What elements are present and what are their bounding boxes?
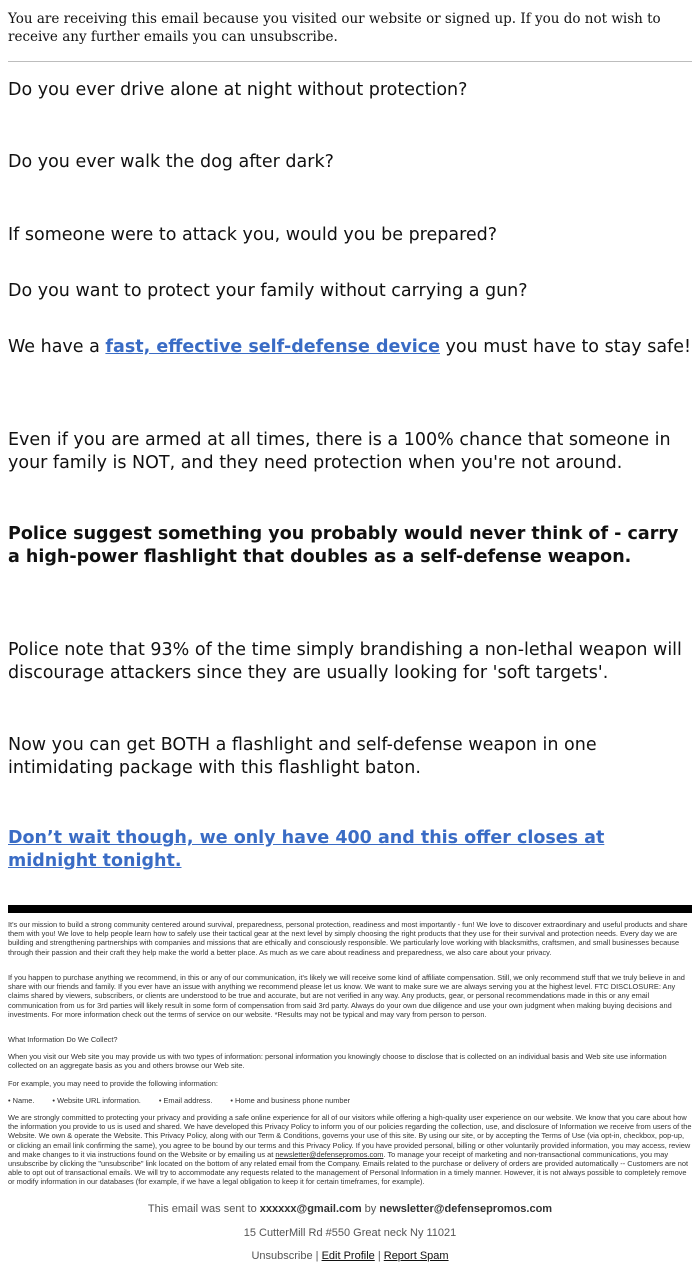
header-divider [8, 61, 692, 62]
recipient-email: xxxxxx@gmail.com [259, 1203, 362, 1215]
info-list [8, 1096, 692, 1105]
edit-profile-link[interactable]: Edit Profile [321, 1250, 375, 1262]
question-drive-alone: Do you ever drive alone at night without protection? [8, 80, 468, 100]
mailing-address: 15 CutterMill Rd #550 Great neck Ny 11021 [243, 1227, 457, 1239]
privacy-email-link[interactable]: newsletter@defensepromos.com [275, 1149, 384, 1159]
privacy-policy [8, 1113, 692, 1187]
sent-to-prefix: This email was sent to [147, 1203, 260, 1215]
privacy-text-b: . To manage your receipt of marketing and non-transactional communications, you may unsubscribe by clicking the "unsubscribe" link located on the bottom of any related email from the Company. Emails related to the purchase or delivery of orders are provided automatically -- Customers are not able to opt out of transactional emails. We will try to accommodate any requests related to the management of Personal Information in a timely manner. However, it is not always possible to completely remove or modify information in our databases (for example, if we have a legal obligation to keep it for certain timeframes, for example). [8, 1149, 689, 1187]
sent-by-text: by [361, 1203, 380, 1215]
police-suggest-heading: Police suggest something you probably would never think of - carry a high-power flashlight that doubles as a self-defense weapon. [8, 524, 679, 567]
offer-cta-link[interactable]: Don’t wait though, we only have 400 and this offer closes at midnight tonight. [8, 828, 605, 871]
footer-divider-bar [8, 905, 692, 913]
info-list-item: • Email address. [158, 1096, 213, 1105]
info-list-item: • Website URL information. [52, 1096, 141, 1105]
self-defense-device-link[interactable]: fast, effective self-defense device [105, 337, 440, 357]
affiliate-disclosure: If you happen to purchase anything we recommend, in this or any of our communication, it's likely we will receive some kind of affiliate compensation. Still, we only recommend stuff that we truly believe in and share with our friends and family. If you ever have an issue with anything we recommend please let us know. We want to make sure we are always serving you at the highest level. FTC DISCLOSURE: Any claims shared by viewers, subscribers, or clients are understood to be true and accurate, but are not verified in any way. Any products, gear, or personal recommendations made in this or any email communication from us for 3rd parties will likely result in some form of compensation from said 3rd party. Always do your own due diligence and use your own judgment when making buying decisions and investments. For more information check out the terms of service on our website. *Results may not be typical and may vary from person to person. [8, 973, 685, 1019]
footer-links [0, 1249, 700, 1263]
link-separator: | [374, 1250, 384, 1262]
info-list-item: • Home and business phone number [230, 1096, 351, 1105]
example-text: For example, you may need to provide the following information: [8, 1079, 218, 1088]
device-paragraph [8, 336, 692, 359]
collect-text: When you visit our Web site you may provide us with two types of information: personal information you knowingly choose to disclose that is collected on an individual basis and Web site use information collected on an aggregate basis as you and others browse our Web site. [8, 1052, 667, 1071]
report-spam-link[interactable]: Report Spam [383, 1250, 449, 1262]
unsubscribe-notice: You are receiving this email because you visited our website or signed up. If you do not wish to receive any further emails you can unsubscribe. [8, 11, 661, 45]
mission-statement: It's our mission to build a strong community centered around survival, preparedness, personal protection, readiness and most importantly - fun! We love to discover extraordinary and useful products and share them with you! We love to help people learn how to safely use their tactical gear at the next level by simply choosing the right products that they use for their survival and protection needs. Every day we are building and strengthening partnerships with companies and missions that are ethically and consciously responsible. We particularly love working with blacksmiths, craftsmen, and small businesses because through their passion and their craft they help make the world a better place. As much as we care about readiness and preparedness, we also care about your privacy. [8, 920, 688, 957]
flashlight-baton-paragraph: Now you can get BOTH a flashlight and self-defense weapon in one intimidating package with this flashlight baton. [8, 735, 597, 778]
question-walk-dog: Do you ever walk the dog after dark? [8, 152, 334, 172]
offer-cta-paragraph [8, 827, 692, 872]
question-prepared: If someone were to attack you, would you be prepared? [8, 225, 498, 245]
police-note-paragraph: Police note that 93% of the time simply brandishing a non-lethal weapon will discourage attackers since they are usually looking for 'soft targets'. [8, 640, 682, 683]
question-protect-family: Do you want to protect your family without carrying a gun? [8, 281, 528, 301]
link-separator: | [312, 1250, 322, 1262]
sent-to-line [0, 1202, 700, 1216]
unsubscribe-link[interactable]: Unsubscribe [251, 1250, 313, 1262]
armed-paragraph: Even if you are armed at all times, there is a 100% chance that someone in your family is NOT, and they need protection when you're not around. [8, 430, 671, 473]
sender-email: newsletter@defensepromos.com [379, 1203, 553, 1215]
privacy-text-a: We are strongly committed to protecting your privacy and providing a safe online experience for all of our visitors while offering a high-quality user experience on our website. We know that you care about how the information you provide to us is used and shared. We have developed this Privacy Policy to inform you of our policies regarding the collection, use, and disclosure of Information we receive from users of the Website. We own & operate the Website. This Privacy Policy, along with our Term & Conditions, governs your use of this site. By using our site, or by accepting the Terms of Use (via opt-in, checkbox, pop-up, or clicking an email link confirming the same), you agree to be bound by our terms and this Privacy Policy. If you have provided personal, billing or other voluntarily provided information, you may access, review and make changes to it via instructions found on the Website or by emailing us at [8, 1113, 692, 1159]
collect-heading: What Information Do We Collect? [8, 1035, 118, 1044]
device-text-suffix: you must have to stay safe! [439, 337, 691, 357]
info-list-item: • Name. [8, 1096, 35, 1105]
device-text-prefix: We have a [8, 337, 106, 357]
